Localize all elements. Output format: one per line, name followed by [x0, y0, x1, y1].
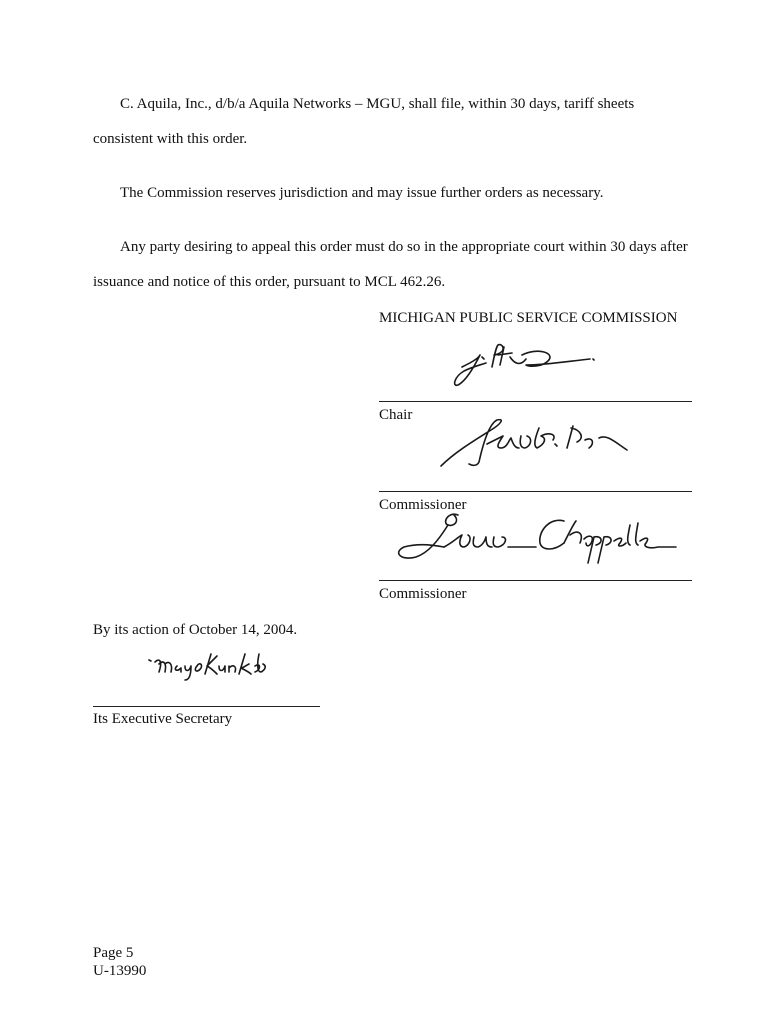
paragraph-appeal-line1: Any party desiring to appeal this order must do so in the appropriate court within 30 days after	[120, 239, 688, 255]
chair-signature	[450, 337, 600, 392]
commissioner-2-title: Commissioner	[379, 586, 467, 602]
paragraph-appeal-line2: issuance and notice of this order, pursuant to MCL 462.26.	[93, 274, 446, 290]
case-number: U-13990	[93, 963, 147, 979]
commissioner-1-title: Commissioner	[379, 497, 467, 513]
paragraph-ordering-c-line1: C. Aquila, Inc., d/b/a Aquila Networks – MGU, shall file, within 30 days, tariff sheets	[120, 96, 635, 112]
executive-secretary-signature	[145, 650, 270, 682]
action-date-statement: By its action of October 14, 2004.	[93, 622, 298, 638]
commission-name: MICHIGAN PUBLIC SERVICE COMMISSION	[379, 310, 678, 326]
paragraph-ordering-c-line2: consistent with this order.	[93, 131, 248, 147]
commissioner-1-signature-line	[379, 491, 692, 492]
commissioner-2-signature-line	[379, 580, 692, 581]
chair-title: Chair	[379, 407, 413, 423]
executive-secretary-title: Its Executive Secretary	[93, 711, 233, 727]
page-number: Page 5	[93, 945, 134, 961]
executive-secretary-signature-line	[93, 706, 320, 707]
commissioner-1-signature	[435, 414, 635, 474]
commissioner-2-signature	[388, 507, 678, 567]
chair-signature-line	[379, 401, 692, 402]
paragraph-jurisdiction: The Commission reserves jurisdiction and may issue further orders as necessary.	[120, 185, 604, 201]
